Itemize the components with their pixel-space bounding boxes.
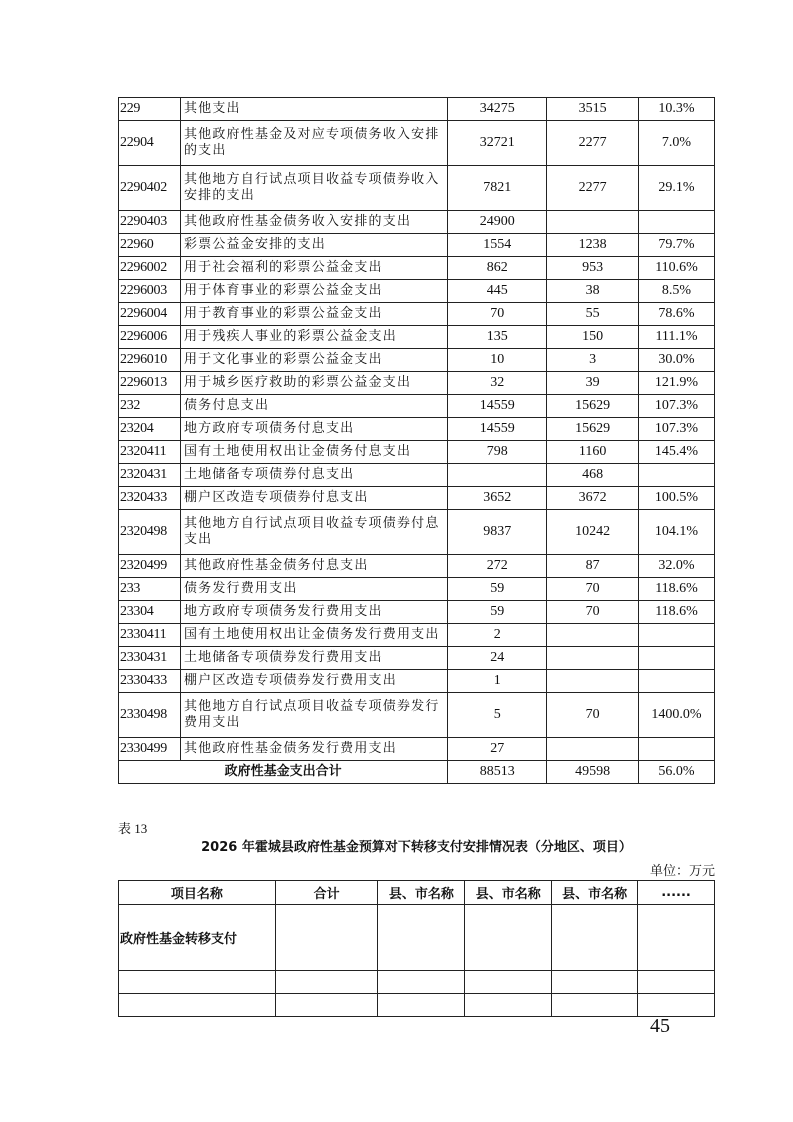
table-row (119, 555, 715, 578)
ratio-cell: 1400.0% (639, 693, 715, 738)
table-row (119, 326, 715, 349)
table-row (119, 372, 715, 395)
cell (552, 994, 638, 1017)
name-cell: 国有土地使用权出让金债务付息支出 (180, 441, 447, 464)
cell (552, 971, 638, 994)
budget-cell: 34275 (448, 98, 547, 121)
name-cell: 其他政府性基金债务付息支出 (180, 555, 447, 578)
cell (119, 994, 276, 1017)
actual-cell: 3672 (547, 487, 639, 510)
table-row (119, 257, 715, 280)
budget-cell: 9837 (448, 510, 547, 555)
name-cell: 用于体育事业的彩票公益金支出 (180, 280, 447, 303)
actual-cell: 70 (547, 693, 639, 738)
code-cell: 2320411 (119, 441, 181, 464)
code-cell: 2330411 (119, 624, 181, 647)
budget-cell: 798 (448, 441, 547, 464)
actual-cell: 10242 (547, 510, 639, 555)
actual-cell (547, 211, 639, 234)
table-row (119, 994, 715, 1017)
name-cell: 地方政府专项债务付息支出 (180, 418, 447, 441)
budget-cell: 14559 (448, 395, 547, 418)
code-cell: 233 (119, 578, 181, 601)
table-row (119, 303, 715, 326)
ratio-cell: 32.0% (639, 555, 715, 578)
ratio-cell: 29.1% (639, 166, 715, 211)
ratio-cell (639, 624, 715, 647)
actual-cell: 70 (547, 578, 639, 601)
name-cell: 土地储备专项债券付息支出 (180, 464, 447, 487)
table-row (119, 121, 715, 166)
cell (638, 994, 715, 1017)
code-cell: 2330433 (119, 670, 181, 693)
ratio-cell: 79.7% (639, 234, 715, 257)
budget-cell: 32721 (448, 121, 547, 166)
code-cell: 2296013 (119, 372, 181, 395)
name-cell: 用于残疾人事业的彩票公益金支出 (180, 326, 447, 349)
expenditure-table (118, 97, 715, 784)
table-row (119, 971, 715, 994)
ratio-cell: 118.6% (639, 601, 715, 624)
code-cell: 2320498 (119, 510, 181, 555)
table-row (119, 578, 715, 601)
budget-cell: 2 (448, 624, 547, 647)
code-cell: 2320499 (119, 555, 181, 578)
code-cell: 23304 (119, 601, 181, 624)
code-cell: 22904 (119, 121, 181, 166)
actual-cell: 15629 (547, 418, 639, 441)
budget-cell: 1 (448, 670, 547, 693)
budget-cell: 445 (448, 280, 547, 303)
code-cell: 2296003 (119, 280, 181, 303)
ratio-cell: 30.0% (639, 349, 715, 372)
table-row (119, 418, 715, 441)
table-row (119, 234, 715, 257)
header-row (119, 881, 715, 905)
table-row (119, 280, 715, 303)
total-row (119, 761, 715, 784)
budget-cell: 14559 (448, 418, 547, 441)
name-cell: 其他支出 (180, 98, 447, 121)
table-row (119, 624, 715, 647)
ratio-cell: 118.6% (639, 578, 715, 601)
name-cell: 国有土地使用权出让金债务发行费用支出 (180, 624, 447, 647)
ratio-cell (639, 738, 715, 761)
total-actual: 49598 (547, 761, 639, 784)
name-cell: 彩票公益金安排的支出 (180, 234, 447, 257)
table-row (119, 349, 715, 372)
header-county-3: 县、市名称 (552, 881, 638, 905)
code-cell: 2290403 (119, 211, 181, 234)
ratio-cell: 121.9% (639, 372, 715, 395)
table-row (119, 487, 715, 510)
cell (378, 994, 465, 1017)
budget-cell: 59 (448, 578, 547, 601)
code-cell: 2320433 (119, 487, 181, 510)
ratio-cell (639, 647, 715, 670)
cell (119, 971, 276, 994)
table-title: 2026 年霍城县政府性基金预算对下转移支付安排情况表（分地区、项目） (201, 840, 632, 855)
actual-cell: 468 (547, 464, 639, 487)
name-cell: 其他政府性基金及对应专项债务收入安排的支出 (180, 121, 447, 166)
name-cell: 其他政府性基金债务发行费用支出 (180, 738, 447, 761)
transfer-payment-table (118, 880, 715, 1017)
table-row (119, 601, 715, 624)
budget-cell: 59 (448, 601, 547, 624)
cell (638, 971, 715, 994)
table-row (119, 905, 715, 971)
actual-cell (547, 738, 639, 761)
actual-cell: 55 (547, 303, 639, 326)
code-cell: 2296010 (119, 349, 181, 372)
name-cell: 其他政府性基金债务收入安排的支出 (180, 211, 447, 234)
budget-cell: 862 (448, 257, 547, 280)
row-label: 政府性基金转移支付 (119, 905, 276, 971)
ratio-cell (639, 464, 715, 487)
actual-cell: 3515 (547, 98, 639, 121)
ratio-cell (639, 211, 715, 234)
header-county-2: 县、市名称 (465, 881, 552, 905)
table-row (119, 693, 715, 738)
name-cell: 其他地方自行试点项目收益专项债券发行费用支出 (180, 693, 447, 738)
name-cell: 地方政府专项债务发行费用支出 (180, 601, 447, 624)
header-total: 合计 (275, 881, 378, 905)
ratio-cell: 111.1% (639, 326, 715, 349)
table-row (119, 441, 715, 464)
page-number: 45 (650, 1015, 670, 1037)
budget-cell: 7821 (448, 166, 547, 211)
code-cell: 22960 (119, 234, 181, 257)
ratio-cell: 10.3% (639, 98, 715, 121)
ratio-cell (639, 670, 715, 693)
cell (465, 971, 552, 994)
table-row (119, 166, 715, 211)
name-cell: 用于社会福利的彩票公益金支出 (180, 257, 447, 280)
cell (275, 971, 378, 994)
actual-cell (547, 624, 639, 647)
code-cell: 23204 (119, 418, 181, 441)
actual-cell: 150 (547, 326, 639, 349)
table-row (119, 647, 715, 670)
table-caption: 表 13 (118, 821, 148, 836)
budget-cell: 10 (448, 349, 547, 372)
unit-label: 单位：万元 (649, 864, 715, 879)
name-cell: 棚户区改造专项债券付息支出 (180, 487, 447, 510)
budget-cell: 5 (448, 693, 547, 738)
name-cell: 其他地方自行试点项目收益专项债券收入安排的支出 (180, 166, 447, 211)
ratio-cell: 100.5% (639, 487, 715, 510)
actual-cell: 39 (547, 372, 639, 395)
code-cell: 2320431 (119, 464, 181, 487)
actual-cell: 2277 (547, 166, 639, 211)
total-label: 政府性基金支出合计 (119, 761, 448, 784)
table-row (119, 211, 715, 234)
cell (378, 971, 465, 994)
cell (465, 905, 552, 971)
code-cell: 232 (119, 395, 181, 418)
actual-cell: 2277 (547, 121, 639, 166)
code-cell: 2330498 (119, 693, 181, 738)
budget-cell: 32 (448, 372, 547, 395)
actual-cell: 15629 (547, 395, 639, 418)
budget-cell: 1554 (448, 234, 547, 257)
name-cell: 用于教育事业的彩票公益金支出 (180, 303, 447, 326)
name-cell: 土地储备专项债券发行费用支出 (180, 647, 447, 670)
name-cell: 棚户区改造专项债券发行费用支出 (180, 670, 447, 693)
code-cell: 2296002 (119, 257, 181, 280)
table-row (119, 98, 715, 121)
code-cell: 2296006 (119, 326, 181, 349)
actual-cell: 953 (547, 257, 639, 280)
ratio-cell: 107.3% (639, 418, 715, 441)
total-budget: 88513 (448, 761, 547, 784)
budget-cell: 27 (448, 738, 547, 761)
ratio-cell: 110.6% (639, 257, 715, 280)
code-cell: 2290402 (119, 166, 181, 211)
budget-cell: 24 (448, 647, 547, 670)
header-county-1: 县、市名称 (378, 881, 465, 905)
table-row (119, 395, 715, 418)
cell (378, 905, 465, 971)
cell (552, 905, 638, 971)
table-row (119, 510, 715, 555)
actual-cell (547, 647, 639, 670)
actual-cell: 70 (547, 601, 639, 624)
cell (465, 994, 552, 1017)
budget-cell: 272 (448, 555, 547, 578)
budget-cell: 24900 (448, 211, 547, 234)
actual-cell: 1238 (547, 234, 639, 257)
budget-cell: 70 (448, 303, 547, 326)
actual-cell: 38 (547, 280, 639, 303)
cell (275, 994, 378, 1017)
cell (638, 905, 715, 971)
total-ratio: 56.0% (639, 761, 715, 784)
header-project-name: 项目名称 (119, 881, 276, 905)
ratio-cell: 145.4% (639, 441, 715, 464)
code-cell: 2330499 (119, 738, 181, 761)
name-cell: 债务发行费用支出 (180, 578, 447, 601)
budget-cell: 135 (448, 326, 547, 349)
actual-cell: 3 (547, 349, 639, 372)
name-cell: 用于城乡医疗救助的彩票公益金支出 (180, 372, 447, 395)
code-cell: 229 (119, 98, 181, 121)
actual-cell: 87 (547, 555, 639, 578)
header-more: ...... (638, 881, 715, 905)
ratio-cell: 78.6% (639, 303, 715, 326)
table-row (119, 738, 715, 761)
table-row (119, 670, 715, 693)
name-cell: 债务付息支出 (180, 395, 447, 418)
ratio-cell: 107.3% (639, 395, 715, 418)
name-cell: 用于文化事业的彩票公益金支出 (180, 349, 447, 372)
budget-cell (448, 464, 547, 487)
name-cell: 其他地方自行试点项目收益专项债券付息支出 (180, 510, 447, 555)
actual-cell: 1160 (547, 441, 639, 464)
ratio-cell: 7.0% (639, 121, 715, 166)
table-row (119, 464, 715, 487)
budget-cell: 3652 (448, 487, 547, 510)
code-cell: 2296004 (119, 303, 181, 326)
cell (275, 905, 378, 971)
ratio-cell: 104.1% (639, 510, 715, 555)
ratio-cell: 8.5% (639, 280, 715, 303)
actual-cell (547, 670, 639, 693)
code-cell: 2330431 (119, 647, 181, 670)
